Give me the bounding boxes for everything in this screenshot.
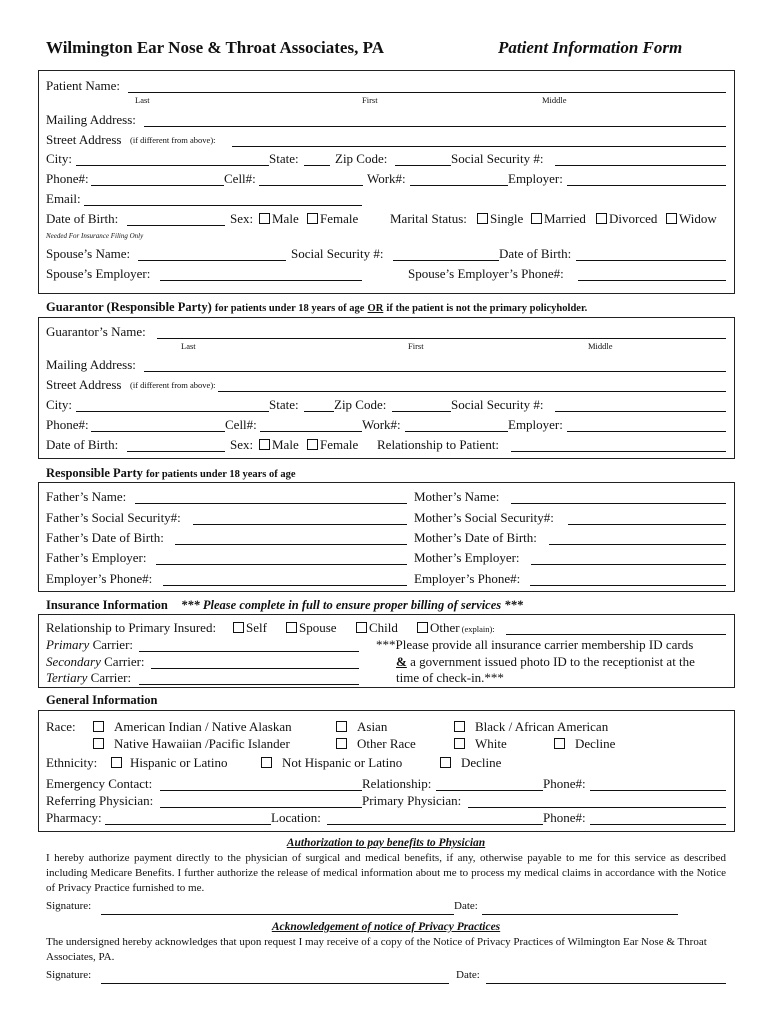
married-checkbox[interactable] bbox=[531, 213, 542, 224]
single-checkbox[interactable] bbox=[477, 213, 488, 224]
g-last-caption: Last bbox=[181, 341, 196, 351]
white-text: White bbox=[475, 736, 507, 751]
acknowledgement-body: The undersigned hereby acknowledges that upon request I may receive of a copy of the Notice of Privacy Practices of Wilmington Ear Nose & Throat Associates, PA. bbox=[46, 936, 707, 963]
spouse-option[interactable] bbox=[286, 620, 337, 636]
cell-label: Cell#: bbox=[224, 171, 256, 186]
black-text: Black / African American bbox=[475, 719, 609, 734]
spouse-ssn-field[interactable] bbox=[393, 247, 499, 261]
decline-race-option[interactable] bbox=[554, 736, 615, 752]
dob-row bbox=[46, 211, 726, 228]
emergency-relationship-field[interactable] bbox=[436, 777, 543, 791]
single-text: Single bbox=[490, 211, 524, 226]
g-work-field[interactable] bbox=[405, 418, 508, 432]
mailing-row bbox=[46, 112, 726, 129]
tertiary-carrier-word: Carrier: bbox=[90, 670, 132, 685]
spouse-name-field[interactable] bbox=[138, 247, 286, 261]
g-city-row bbox=[46, 397, 726, 414]
instr-2-text: a government issued photo ID to the receptionist at the bbox=[406, 654, 695, 669]
dob-field[interactable] bbox=[127, 212, 225, 226]
g-state-label: State: bbox=[269, 397, 299, 412]
other-race-checkbox[interactable] bbox=[336, 738, 347, 749]
spouse-ssn-label: Social Security #: bbox=[291, 246, 384, 261]
state-label: State: bbox=[269, 151, 299, 166]
mother-employer-phone-field[interactable] bbox=[530, 572, 726, 586]
asian-option[interactable] bbox=[336, 719, 387, 735]
last-caption: Last bbox=[135, 95, 150, 105]
father-employer-row bbox=[46, 550, 726, 567]
city-row bbox=[46, 151, 726, 168]
ssn-label: Social Security #: bbox=[451, 151, 544, 166]
g-dob-label: Date of Birth: bbox=[46, 437, 119, 452]
primary-carrier-field[interactable] bbox=[139, 638, 359, 652]
work-label: Work#: bbox=[367, 171, 406, 186]
hispanic-option[interactable] bbox=[111, 755, 227, 771]
g-male-checkbox[interactable] bbox=[259, 439, 270, 450]
ack-date-field[interactable] bbox=[486, 970, 726, 984]
tertiary-carrier-row bbox=[46, 670, 726, 687]
employer-field[interactable] bbox=[567, 172, 726, 186]
divorced-text: Divorced bbox=[609, 211, 658, 226]
street-label: Street Address bbox=[46, 132, 122, 147]
father-name-row bbox=[46, 489, 726, 506]
mailing-field[interactable] bbox=[144, 113, 726, 127]
race-row-2 bbox=[46, 736, 726, 753]
primary-physician-field[interactable] bbox=[468, 794, 726, 808]
guarantor-name-row bbox=[46, 324, 726, 341]
divorced-checkbox[interactable] bbox=[596, 213, 607, 224]
g-sex-label: Sex: bbox=[230, 437, 254, 452]
race-label: Race: bbox=[46, 719, 76, 734]
auth-date-label: Date: bbox=[454, 900, 478, 912]
authorization-title: Authorization to pay benefits to Physician bbox=[286, 837, 486, 849]
insurance-instruction-2 bbox=[396, 654, 695, 670]
email-field[interactable] bbox=[84, 192, 362, 206]
phone-label: Phone#: bbox=[46, 171, 89, 186]
widow-text: Widow bbox=[679, 211, 717, 226]
g-street-label: Street Address bbox=[46, 377, 122, 392]
tertiary-carrier-label bbox=[46, 670, 131, 686]
not-hispanic-text: Not Hispanic or Latino bbox=[282, 755, 403, 770]
other-race-option[interactable] bbox=[336, 736, 416, 752]
dob-label: Date of Birth: bbox=[46, 211, 119, 226]
zip-label: Zip Code: bbox=[335, 151, 388, 166]
father-name-field[interactable] bbox=[135, 490, 407, 504]
street-field[interactable] bbox=[232, 133, 726, 147]
mother-name-label: Mother’s Name: bbox=[414, 489, 500, 504]
mother-ssn-label: Mother’s Social Security#: bbox=[414, 510, 554, 525]
g-female-text: Female bbox=[320, 437, 359, 452]
location-label: Location: bbox=[271, 810, 321, 825]
general-heading: General Information bbox=[46, 693, 158, 707]
father-name-label: Father’s Name: bbox=[46, 489, 127, 504]
american-indian-text: American Indian / Native Alaskan bbox=[114, 719, 292, 734]
secondary-carrier-row bbox=[46, 654, 726, 671]
father-employer-phone-field[interactable] bbox=[163, 572, 407, 586]
other-text: Other bbox=[430, 620, 460, 635]
g-city-field[interactable] bbox=[76, 398, 269, 412]
insurance-notice: *** Please complete in full to ensure proper billing of services *** bbox=[181, 598, 524, 612]
spouse-employer-row bbox=[46, 266, 726, 283]
spouse-employer-label: Spouse’s Employer: bbox=[46, 266, 151, 281]
white-checkbox[interactable] bbox=[454, 738, 465, 749]
pharmacy-field[interactable] bbox=[105, 811, 271, 825]
g-female-option[interactable] bbox=[307, 437, 358, 453]
emergency-row bbox=[46, 776, 726, 793]
married-text: Married bbox=[544, 211, 586, 226]
g-ssn-field[interactable] bbox=[555, 398, 726, 412]
sex-label: Sex: bbox=[230, 211, 254, 226]
father-ssn-label: Father’s Social Security#: bbox=[46, 510, 181, 525]
race-row-1 bbox=[46, 719, 726, 736]
responsible-heading-rest: for patients under 18 years of age bbox=[146, 469, 296, 480]
g-relationship-label: Relationship to Patient: bbox=[377, 437, 500, 452]
insurance-heading-text: Insurance Information bbox=[46, 598, 168, 612]
secondary-word: Secondary bbox=[46, 654, 101, 669]
child-text: Child bbox=[369, 620, 398, 635]
emergency-label: Emergency Contact: bbox=[46, 776, 153, 791]
other-checkbox[interactable] bbox=[417, 622, 428, 633]
decline-race-text: Decline bbox=[575, 736, 616, 751]
insurance-instruction-3: time of check-in.*** bbox=[396, 670, 504, 685]
hawaiian-checkbox[interactable] bbox=[93, 738, 104, 749]
widow-checkbox[interactable] bbox=[666, 213, 677, 224]
spouse-dob-label: Date of Birth: bbox=[499, 246, 572, 261]
guarantor-heading bbox=[46, 300, 587, 315]
secondary-carrier-label bbox=[46, 654, 145, 670]
auth-signature-row bbox=[46, 900, 726, 917]
father-employer-label: Father’s Employer: bbox=[46, 550, 147, 565]
american-indian-option[interactable] bbox=[93, 719, 292, 735]
auth-signature-label: Signature: bbox=[46, 900, 92, 912]
g-street-row bbox=[46, 377, 726, 394]
ack-date-label: Date: bbox=[456, 969, 480, 981]
mother-name-field[interactable] bbox=[511, 490, 726, 504]
father-ssn-field[interactable] bbox=[193, 511, 407, 525]
zip-field[interactable] bbox=[395, 152, 451, 166]
other-option[interactable] bbox=[417, 620, 495, 636]
employer-phone-row bbox=[46, 571, 726, 588]
marital-label: Marital Status: bbox=[390, 211, 467, 226]
mother-dob-field[interactable] bbox=[549, 531, 726, 545]
ack-signature-row bbox=[46, 969, 726, 986]
guarantor-name-label: Guarantor’s Name: bbox=[46, 324, 146, 339]
g-work-label: Work#: bbox=[362, 417, 401, 432]
hawaiian-text: Native Hawaiian /Pacific Islander bbox=[114, 736, 290, 751]
other-race-text: Other Race bbox=[357, 736, 416, 751]
single-option[interactable] bbox=[477, 211, 523, 227]
female-text: Female bbox=[320, 211, 359, 226]
white-option[interactable] bbox=[454, 736, 507, 752]
g-mailing-label: Mailing Address: bbox=[46, 357, 136, 372]
street-row bbox=[46, 132, 726, 149]
decline-ethnicity-option[interactable] bbox=[440, 755, 501, 771]
male-text: Male bbox=[272, 211, 299, 226]
g-city-label: City: bbox=[46, 397, 73, 412]
patient-name-label: Patient Name: bbox=[46, 78, 121, 93]
ack-signature-field[interactable] bbox=[101, 970, 449, 984]
primary-carrier-word: Carrier: bbox=[92, 637, 134, 652]
married-option[interactable] bbox=[531, 211, 586, 227]
g-employer-field[interactable] bbox=[567, 418, 726, 432]
child-option[interactable] bbox=[356, 620, 398, 636]
g-cell-label: Cell#: bbox=[225, 417, 257, 432]
state-field[interactable] bbox=[304, 152, 330, 166]
father-employer-field[interactable] bbox=[156, 551, 407, 565]
hispanic-checkbox[interactable] bbox=[111, 757, 122, 768]
patient-name-field[interactable] bbox=[128, 79, 726, 93]
female-checkbox[interactable] bbox=[307, 213, 318, 224]
g-employer-label: Employer: bbox=[508, 417, 563, 432]
insured-relationship-row bbox=[46, 620, 726, 637]
emergency-relationship-label: Relationship: bbox=[362, 776, 432, 791]
g-mailing-field[interactable] bbox=[144, 358, 726, 372]
g-dob-row bbox=[46, 437, 726, 454]
secondary-carrier-field[interactable] bbox=[151, 655, 359, 669]
pharmacy-phone-field[interactable] bbox=[590, 811, 726, 825]
hispanic-text: Hispanic or Latino bbox=[130, 755, 228, 770]
ethnicity-row bbox=[46, 755, 726, 772]
guarantor-name-field[interactable] bbox=[157, 325, 726, 339]
ethnicity-label: Ethnicity: bbox=[46, 755, 98, 770]
emergency-phone-label: Phone#: bbox=[543, 776, 586, 791]
work-field[interactable] bbox=[410, 172, 508, 186]
asian-checkbox[interactable] bbox=[336, 721, 347, 732]
g-phone-label: Phone#: bbox=[46, 417, 89, 432]
emergency-phone-field[interactable] bbox=[590, 777, 726, 791]
self-checkbox[interactable] bbox=[233, 622, 244, 633]
father-dob-field[interactable] bbox=[175, 531, 407, 545]
guarantor-heading-b: if the patient is not the primary policyholder. bbox=[386, 303, 588, 314]
g-relationship-field[interactable] bbox=[511, 438, 726, 452]
hawaiian-option[interactable] bbox=[93, 736, 290, 752]
responsible-heading-text: Responsible Party bbox=[46, 466, 143, 480]
guarantor-heading-a: for patients under 18 years of age bbox=[214, 303, 365, 314]
widow-option[interactable] bbox=[666, 211, 717, 227]
insurance-instruction-1: ***Please provide all insurance carrier membership ID cards bbox=[376, 637, 694, 652]
g-mailing-row bbox=[46, 357, 726, 374]
middle-caption: Middle bbox=[542, 95, 567, 105]
auth-date-field[interactable] bbox=[482, 901, 678, 915]
email-label: Email: bbox=[46, 191, 81, 206]
email-row bbox=[46, 191, 726, 208]
g-middle-caption: Middle bbox=[588, 341, 613, 351]
mother-dob-label: Mother’s Date of Birth: bbox=[414, 530, 537, 545]
referring-label: Referring Physician: bbox=[46, 793, 154, 808]
self-option[interactable] bbox=[233, 620, 267, 636]
spouse-dob-field[interactable] bbox=[576, 247, 726, 261]
spouse-row bbox=[46, 246, 726, 263]
auth-signature-field[interactable] bbox=[101, 901, 454, 915]
secondary-carrier-word: Carrier: bbox=[104, 654, 145, 669]
father-employer-phone-label: Employer’s Phone#: bbox=[46, 571, 153, 586]
g-street-note: (if different from above): bbox=[130, 380, 216, 390]
asian-text: Asian bbox=[357, 719, 388, 734]
practice-name: Wilmington Ear Nose & Throat Associates, PA bbox=[46, 38, 384, 57]
decline-ethnicity-checkbox[interactable] bbox=[440, 757, 451, 768]
g-female-checkbox[interactable] bbox=[307, 439, 318, 450]
city-label: City: bbox=[46, 151, 73, 166]
ssn-field[interactable] bbox=[555, 152, 726, 166]
insurance-heading bbox=[46, 598, 523, 613]
explain-text: (explain): bbox=[461, 624, 495, 634]
city-field[interactable] bbox=[76, 152, 269, 166]
mother-ssn-field[interactable] bbox=[568, 511, 726, 525]
spouse-employer-field[interactable] bbox=[160, 267, 362, 281]
male-checkbox[interactable] bbox=[259, 213, 270, 224]
referring-row bbox=[46, 793, 726, 810]
g-first-caption: First bbox=[408, 341, 424, 351]
g-state-field[interactable] bbox=[304, 398, 334, 412]
spouse-text: Spouse bbox=[299, 620, 337, 635]
form-title: Patient Information Form bbox=[498, 38, 683, 57]
phone-field[interactable] bbox=[91, 172, 224, 186]
not-hispanic-checkbox[interactable] bbox=[261, 757, 272, 768]
patient-name-row bbox=[46, 78, 726, 95]
g-male-text: Male bbox=[272, 437, 299, 452]
other-explain-field[interactable] bbox=[506, 621, 726, 635]
g-zip-field[interactable] bbox=[392, 398, 451, 412]
decline-race-checkbox[interactable] bbox=[554, 738, 565, 749]
father-dob-row bbox=[46, 530, 726, 547]
first-caption: First bbox=[362, 95, 378, 105]
father-dob-label: Father’s Date of Birth: bbox=[46, 530, 164, 545]
employer-label: Employer: bbox=[508, 171, 563, 186]
primary-carrier-row bbox=[46, 637, 726, 654]
american-indian-checkbox[interactable] bbox=[93, 721, 104, 732]
female-option[interactable] bbox=[307, 211, 358, 227]
black-checkbox[interactable] bbox=[454, 721, 465, 732]
mother-employer-label: Mother’s Employer: bbox=[414, 550, 520, 565]
g-ssn-label: Social Security #: bbox=[451, 397, 544, 412]
mailing-label: Mailing Address: bbox=[46, 112, 136, 127]
g-phone-field[interactable] bbox=[91, 418, 225, 432]
acknowledgement-title: Acknowledgement of notice of Privacy Practices bbox=[271, 921, 501, 933]
emergency-field[interactable] bbox=[160, 777, 362, 791]
insured-relationship-label: Relationship to Primary Insured: bbox=[46, 620, 217, 635]
divorced-option[interactable] bbox=[596, 211, 657, 227]
child-checkbox[interactable] bbox=[356, 622, 367, 633]
primary-carrier-label bbox=[46, 637, 133, 653]
guarantor-heading-text: Guarantor (Responsible Party) bbox=[46, 300, 212, 314]
mother-employer-phone-label: Employer’s Phone#: bbox=[414, 571, 521, 586]
g-cell-field[interactable] bbox=[260, 418, 362, 432]
pharmacy-label: Pharmacy: bbox=[46, 810, 102, 825]
guarantor-heading-or: OR bbox=[367, 303, 384, 314]
pharmacy-row bbox=[46, 810, 726, 827]
father-ssn-row bbox=[46, 510, 726, 527]
black-option[interactable] bbox=[454, 719, 608, 735]
spouse-name-label: Spouse’s Name: bbox=[46, 246, 131, 261]
pharmacy-phone-label: Phone#: bbox=[543, 810, 586, 825]
primary-physician-label: Primary Physician: bbox=[362, 793, 462, 808]
ack-signature-label: Signature: bbox=[46, 969, 92, 981]
g-phone-row bbox=[46, 417, 726, 434]
primary-word: Primary bbox=[46, 637, 90, 652]
street-note: (if different from above): bbox=[130, 135, 216, 145]
g-zip-label: Zip Code: bbox=[334, 397, 387, 412]
decline-ethnicity-text: Decline bbox=[461, 755, 502, 770]
male-option[interactable] bbox=[259, 211, 299, 227]
spouse-checkbox[interactable] bbox=[286, 622, 297, 633]
cell-field[interactable] bbox=[259, 172, 363, 186]
authorization-body: I hereby authorize payment directly to the physician of surgical and medical benefits, if any, otherwise payable to me for this service as described including Medicare Benefits. I further authorize the release of medical information about me to process my medical claims in accordance with the Notice of Privacy Practice furnished to me. bbox=[46, 852, 726, 894]
referring-field[interactable] bbox=[160, 794, 362, 808]
g-dob-field[interactable] bbox=[127, 438, 225, 452]
self-text: Self bbox=[246, 620, 267, 635]
tertiary-word: Tertiary bbox=[46, 670, 88, 685]
tertiary-carrier-field[interactable] bbox=[139, 671, 359, 685]
g-street-field[interactable] bbox=[218, 378, 726, 392]
phone-row bbox=[46, 171, 726, 188]
not-hispanic-option[interactable] bbox=[261, 755, 402, 771]
responsible-heading bbox=[46, 466, 296, 481]
spouse-employer-phone-label: Spouse’s Employer’s Phone#: bbox=[408, 266, 564, 281]
instr-amp: & bbox=[396, 654, 407, 669]
insurance-filing-note: Needed For Insurance Filing Only bbox=[46, 232, 144, 240]
location-field[interactable] bbox=[327, 811, 543, 825]
mother-employer-field[interactable] bbox=[531, 551, 726, 565]
spouse-employer-phone-field[interactable] bbox=[578, 267, 726, 281]
g-male-option[interactable] bbox=[259, 437, 299, 453]
